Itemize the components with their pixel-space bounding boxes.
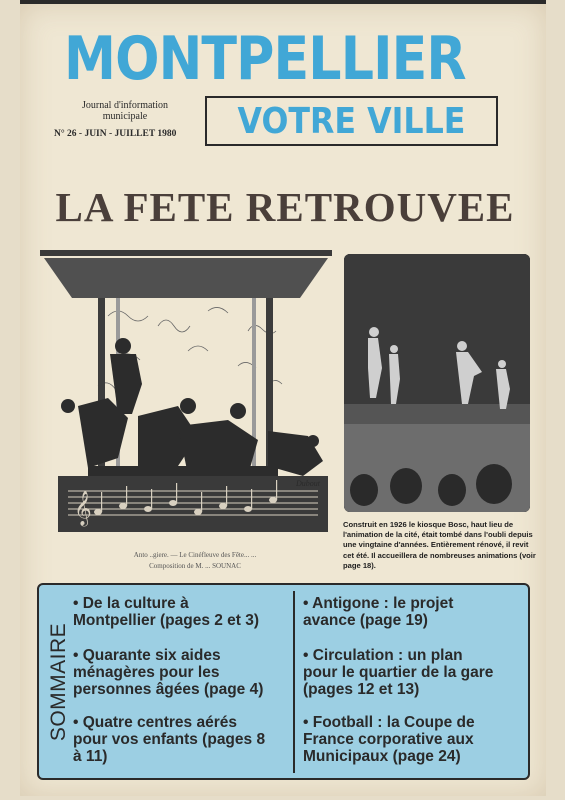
- summary-item-football: • Football : la Coupe de France corporative aux Municipaux (page 24): [303, 714, 475, 765]
- photo-caption: Construit en 1926 le kiosque Bosc, haut lieu de l'animation de la cité, était tombé dans l'oubli depuis une vingtaine d'années. Entièrement rénové, il revit cet été. Il accueillera de nombreuses animations (voir page 18).: [343, 520, 536, 570]
- kiosque-illustration: [38, 236, 334, 536]
- sommaire-label: SOMMAIRE: [47, 622, 70, 742]
- credit-line-2: Composition de M. ... SOUNAC: [149, 562, 241, 570]
- summary-item-culture: • De la culture à Montpellier (pages 2 et 3): [73, 595, 260, 629]
- stage-base: [58, 476, 328, 532]
- headline: LA FETE RETROUVEE: [55, 184, 515, 230]
- summary-item-circulation: • Circulation : un plan pour le quartier de la gare (pages 12 et 13): [303, 647, 494, 698]
- summary-divider: [293, 591, 295, 773]
- kiosque-photo: [344, 254, 530, 512]
- roof-edge: [40, 250, 332, 256]
- subtitle-box: [205, 96, 498, 146]
- journal-line-2: municipale: [102, 111, 148, 122]
- issue-number: N° 26 - JUIN - JUILLET 1980: [54, 129, 177, 139]
- summary-item-centres-aeres: • Quatre centres aérés pour vos enfants (pages 8 à 11): [73, 714, 266, 765]
- journal-line-1: Journal d'information: [82, 100, 168, 111]
- illustration-signature: Dubout: [296, 479, 320, 488]
- top-rule: [20, 0, 546, 4]
- subtitle: VOTRE VILLE: [237, 100, 466, 142]
- masthead-title: MONTPELLIER: [64, 24, 466, 94]
- summary-item-aides-menageres: • Quarante six aides ménagères pour les personnes âgées (page 4): [73, 647, 264, 698]
- credit-line-1: Anto ..giere. — Le Cinéfleuve des Fête... ...: [133, 551, 257, 559]
- summary-item-antigone: • Antigone : le projet avance (page 19): [303, 595, 454, 629]
- roof: [44, 258, 328, 298]
- illustration-credit: [60, 550, 330, 572]
- journal-description: [60, 100, 190, 122]
- summary-box: [37, 583, 530, 780]
- treble-clef-icon: 𝄞: [74, 491, 92, 526]
